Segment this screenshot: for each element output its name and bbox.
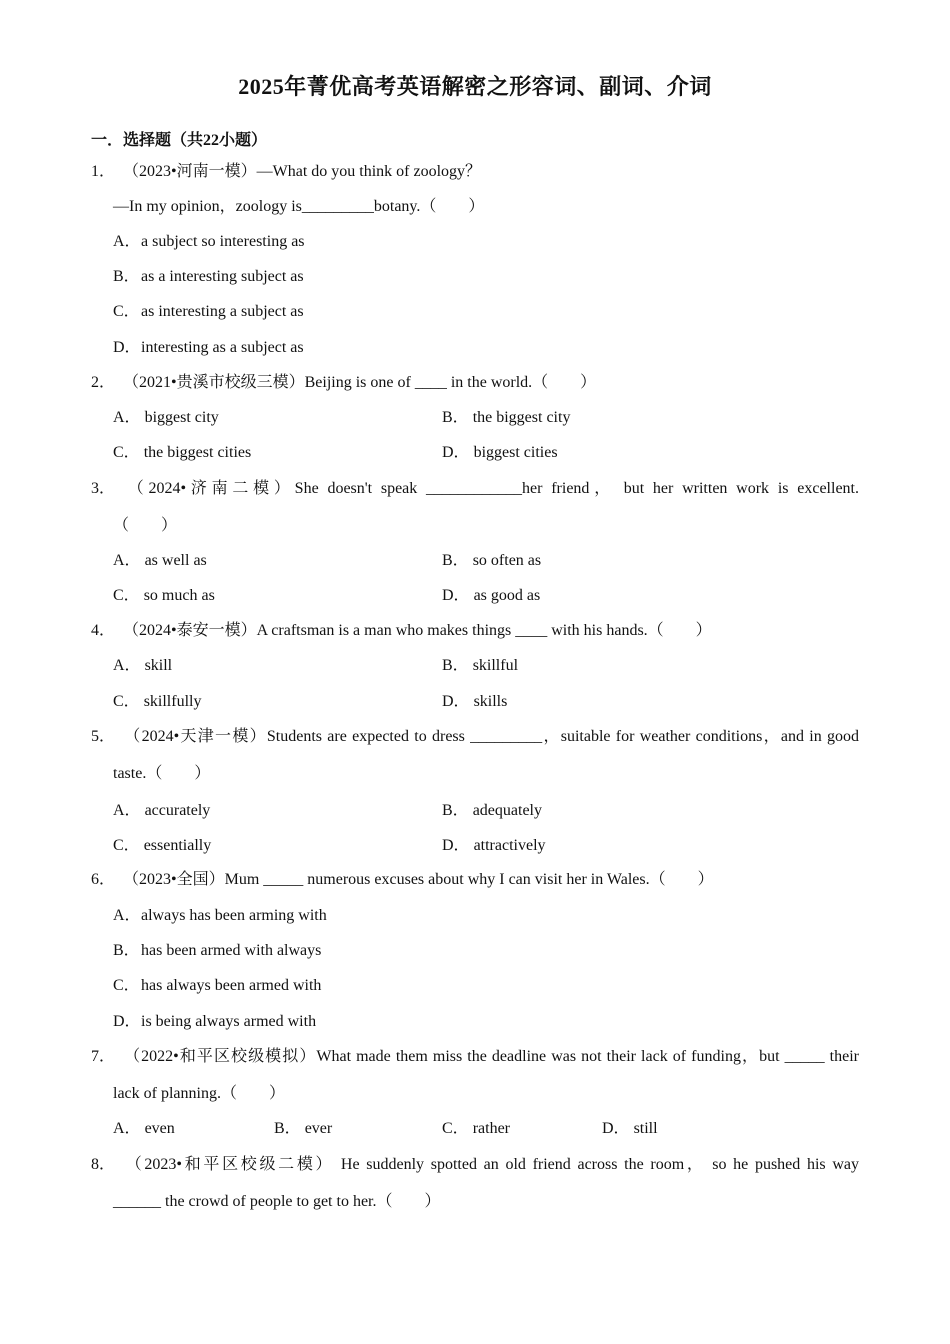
question-6-option-a[interactable]: A．always has been arming with (113, 907, 327, 924)
question-7-option-c[interactable]: C． rather (442, 1120, 510, 1137)
question-1-option-c[interactable]: C．as interesting a subject as (113, 303, 304, 320)
question-number: 4． (91, 622, 116, 639)
question-text: （2022•和平区校级模拟）What made them miss the deadline was not their lack of funding，but _____ their (123, 1048, 859, 1065)
page-title: 2025年菁优高考英语解密之形容词、副词、介词 (238, 74, 712, 99)
question-3-stem-continued: （ ） (113, 517, 178, 534)
question-4-option-a[interactable]: A． skill (113, 657, 173, 674)
question-number: 7． (91, 1048, 116, 1065)
question-number: 5． (91, 728, 116, 745)
question-1-option-a[interactable]: A．a subject so interesting as (113, 233, 305, 250)
question-text: （2024•济南二模）She doesn't speak ____________her friend， but her written work is excellent. (123, 480, 859, 497)
question-3-option-c[interactable]: C． so much as (113, 587, 215, 604)
question-6-option-d[interactable]: D．is being always armed with (113, 1013, 317, 1030)
question-1-option-d[interactable]: D．interesting as a subject as (113, 339, 304, 356)
question-8-stem-continued: ______ the crowd of people to get to her.（ ） (113, 1193, 441, 1210)
question-number: 6． (91, 871, 116, 888)
question-7-option-b[interactable]: B． ever (274, 1120, 333, 1137)
question-4-option-b[interactable]: B． skillful (442, 657, 519, 674)
section-heading: 一．选择题（共22小题） (91, 132, 268, 149)
question-text: （2023•和平区校级二模） He suddenly spotted an old friend across the room， so he pushed his way (123, 1156, 859, 1173)
question-5-option-a[interactable]: A． accurately (113, 802, 211, 819)
question-5-option-b[interactable]: B． adequately (442, 802, 542, 819)
question-5-option-c[interactable]: C． essentially (113, 837, 212, 854)
question-4-option-c[interactable]: C． skillfully (113, 693, 202, 710)
question-4-option-d[interactable]: D． skills (442, 693, 508, 710)
question-5-stem (91, 727, 859, 747)
question-8-stem (91, 1155, 859, 1175)
question-7-stem (91, 1047, 859, 1067)
question-3-stem (91, 479, 859, 499)
question-number: 1． (91, 163, 116, 180)
question-number: 3． (91, 480, 116, 497)
question-text: （2023•河南一模）—What do you think of zoology？ (123, 163, 482, 180)
question-3-option-b[interactable]: B． so often as (442, 552, 542, 569)
question-text: （2023•全国）Mum _____ numerous excuses about why I can visit her in Wales.（ ） (123, 871, 714, 888)
question-3-option-a[interactable]: A． as well as (113, 552, 207, 569)
question-number: 8． (91, 1156, 116, 1173)
question-number: 2． (91, 374, 116, 391)
question-4-stem (91, 621, 712, 641)
question-text: （2024•泰安一模）A craftsman is a man who makes things ____ with his hands.（ ） (123, 622, 712, 639)
question-2-option-d[interactable]: D． biggest cities (442, 444, 558, 461)
question-7-option-a[interactable]: A． even (113, 1120, 175, 1137)
question-2-stem (91, 373, 596, 393)
question-2-option-c[interactable]: C． the biggest cities (113, 444, 252, 461)
question-6-option-c[interactable]: C．has always been armed with (113, 977, 322, 994)
question-7-option-d[interactable]: D． still (602, 1120, 658, 1137)
question-2-option-b[interactable]: B． the biggest city (442, 409, 571, 426)
question-3-option-d[interactable]: D． as good as (442, 587, 541, 604)
question-6-option-b[interactable]: B．has been armed with always (113, 942, 322, 959)
question-1-stem (91, 162, 481, 182)
question-6-stem (91, 870, 714, 890)
question-1-stem-continued: —In my opinion，zoology is_________botany.（ ） (113, 198, 485, 215)
question-2-option-a[interactable]: A． biggest city (113, 409, 219, 426)
question-7-stem-continued: lack of planning.（ ） (113, 1085, 285, 1102)
question-5-option-d[interactable]: D． attractively (442, 837, 546, 854)
question-text: （2024•天津一模）Students are expected to dress _________，suitable for weather conditions，and in good (123, 728, 859, 745)
question-1-option-b[interactable]: B．as a interesting subject as (113, 268, 304, 285)
question-text: （2021•贵溪市校级三模）Beijing is one of ____ in the world.（ ） (123, 374, 597, 391)
question-5-stem-continued: taste.（ ） (113, 765, 211, 782)
